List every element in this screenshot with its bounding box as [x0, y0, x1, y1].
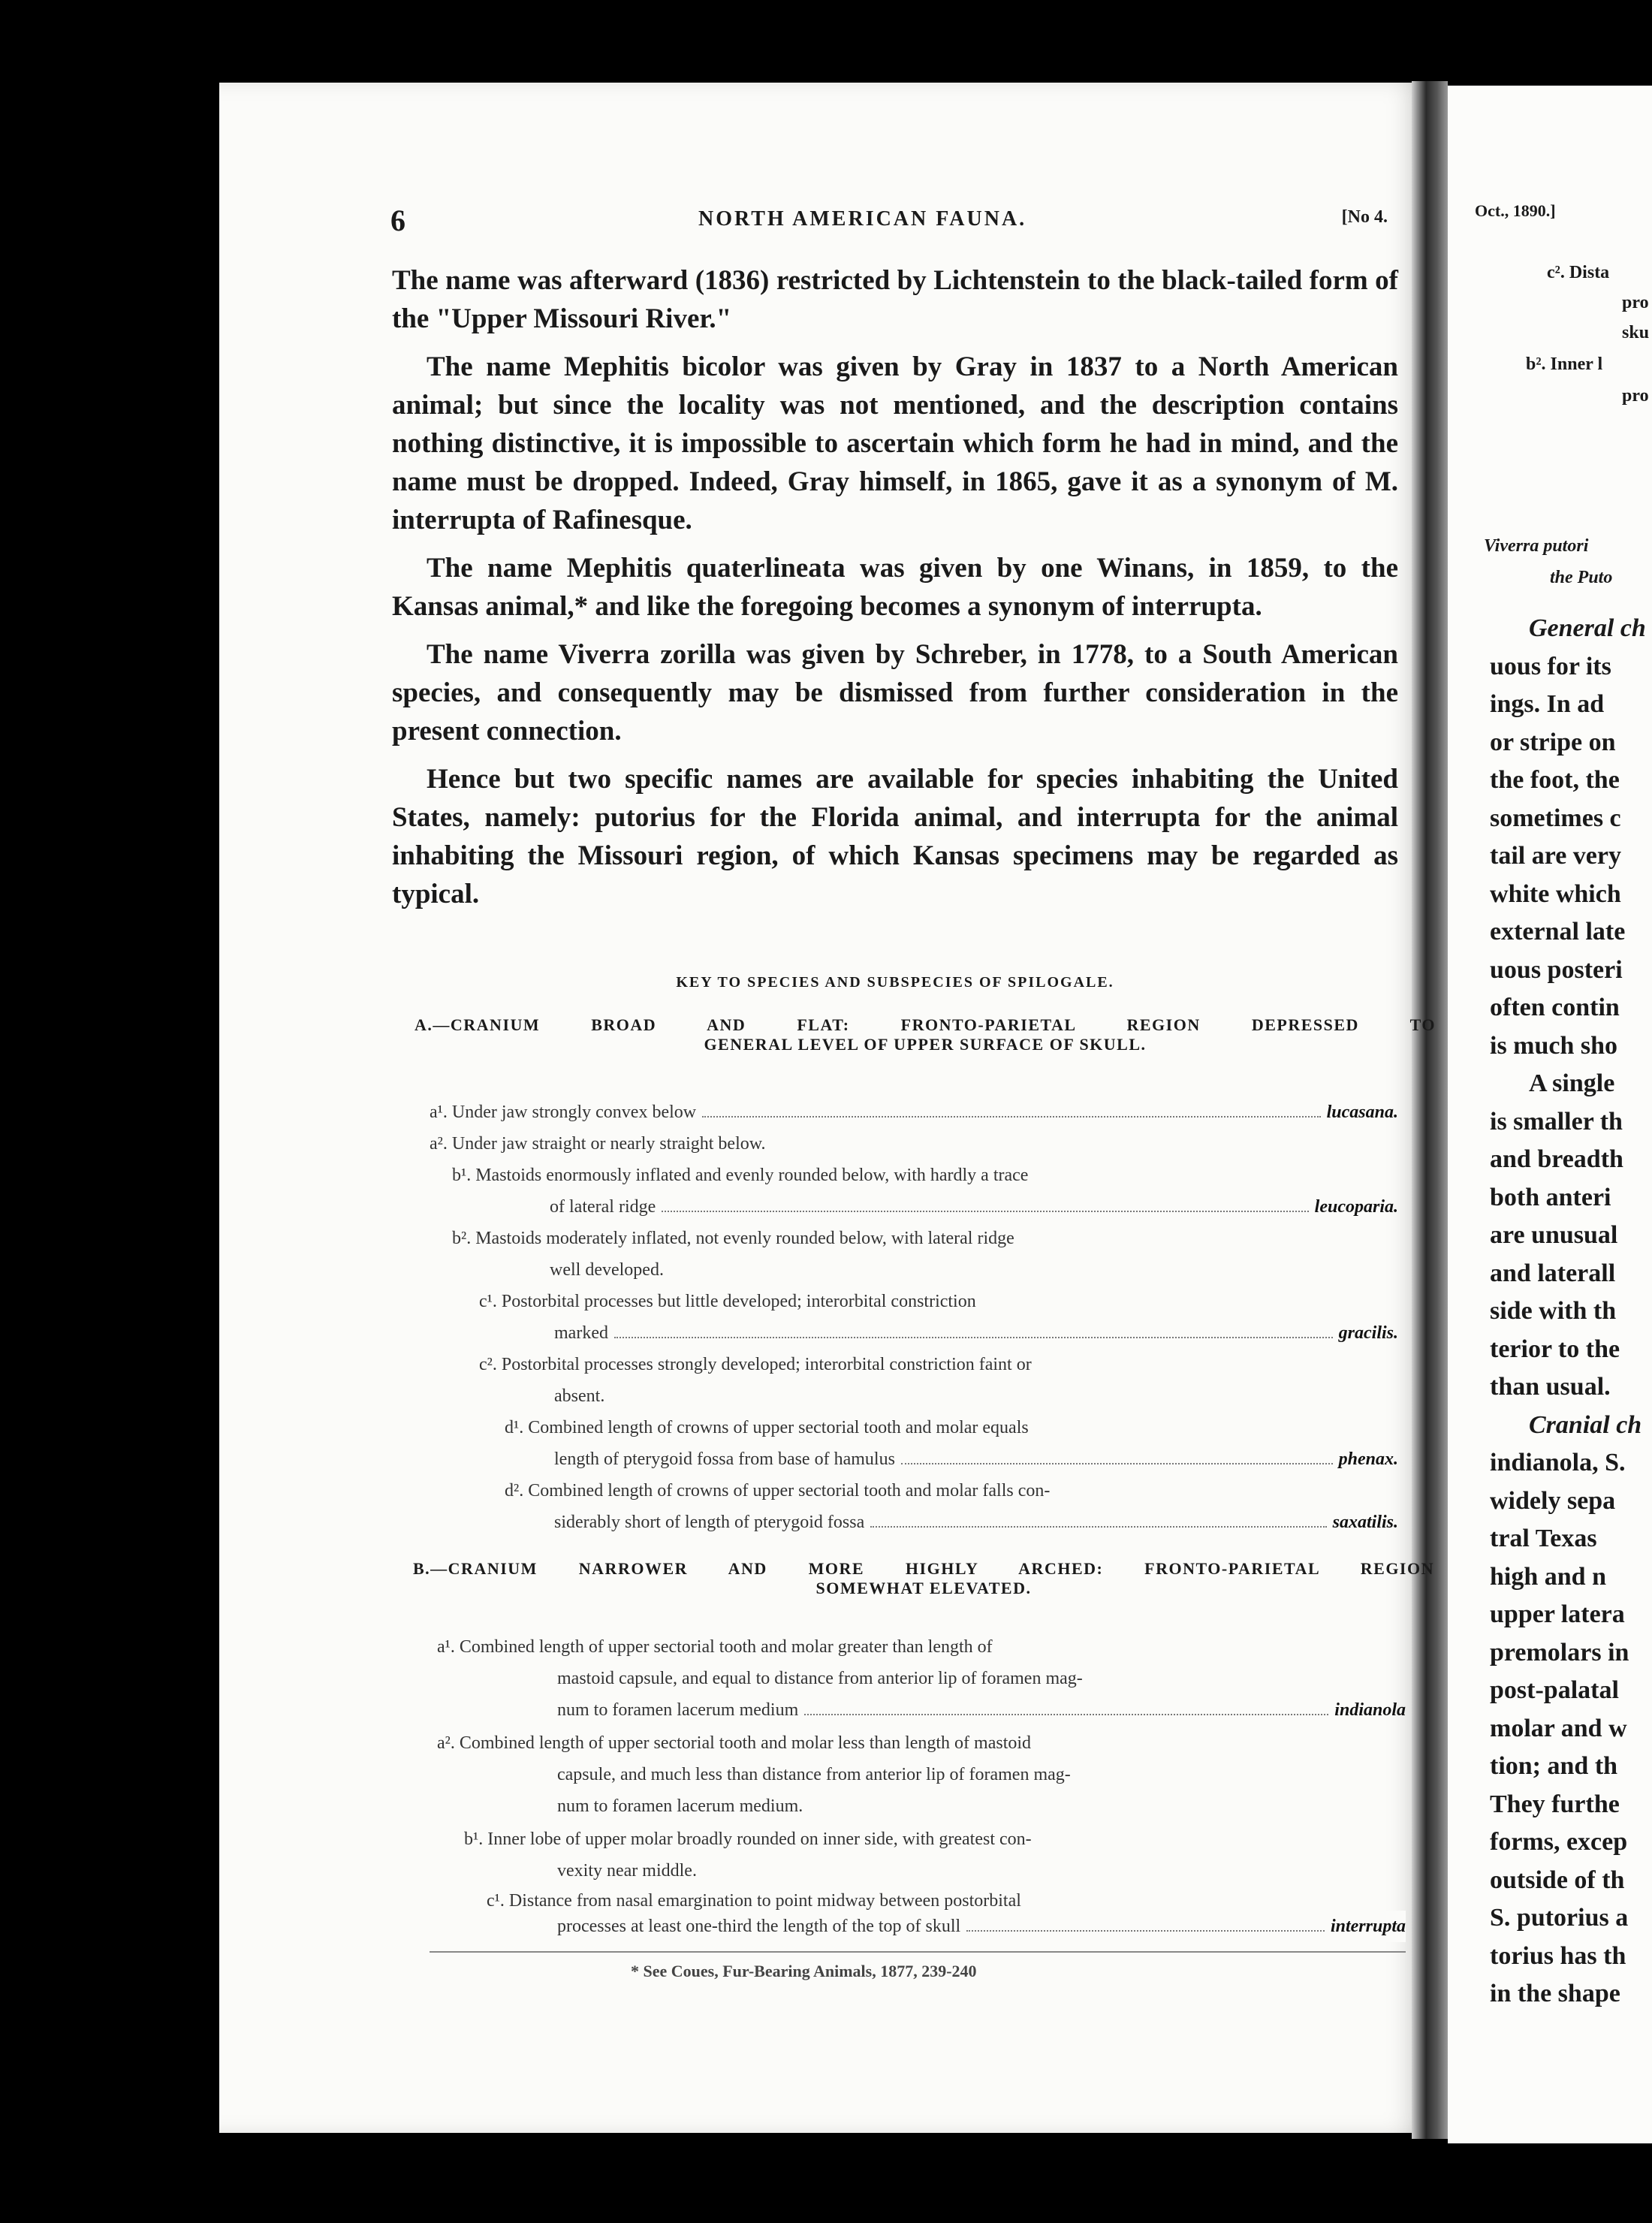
right-page-line: molar and w — [1490, 1714, 1627, 1742]
right-page-line: are unusual — [1490, 1221, 1618, 1249]
right-page-line: indianola, S. — [1490, 1449, 1626, 1476]
section-a-line1: A.—CRANIUM BROAD AND FLAT: FRONTO-PARIETAL REGION DEPRESSED TO — [415, 1015, 1436, 1034]
running-title: NORTH AMERICAN FAUNA. — [698, 207, 1027, 231]
right-page-line: side with th — [1490, 1297, 1617, 1325]
paragraph: The name Mephitis quaterlineata was given by one Winans, in 1859, to the Kansas animal,* and like the foregoing becomes a synonym of interrupta. — [392, 553, 1398, 622]
taxon-name: phenax. — [1338, 1449, 1398, 1469]
body-text — [392, 261, 1398, 923]
key-entry: d¹. Combined length of crowns of upper sectorial tooth and molar equals length of pterygoid fossa from base of hamulus phenax. — [505, 1412, 1398, 1475]
right-page-line: is much sho — [1490, 1031, 1618, 1060]
right-page-line: is smaller th — [1490, 1107, 1623, 1136]
key-entry: a¹. Under jaw strongly convex below lucasana. — [430, 1096, 1398, 1128]
right-page-line: both anteri — [1490, 1183, 1611, 1211]
right-page-line: outside of th — [1490, 1866, 1625, 1894]
taxon-name: lucasana. — [1326, 1102, 1398, 1122]
section-b-line2: SOMEWHAT ELEVATED. — [815, 1579, 1032, 1597]
right-caption: Viverra putori — [1484, 536, 1589, 556]
right-key-line: pro — [1622, 386, 1649, 406]
right-page-line: widely sepa — [1490, 1486, 1616, 1515]
right-page-line: post-palatal — [1490, 1676, 1619, 1704]
right-page-line: tail are very — [1490, 842, 1621, 870]
right-key-line: pro — [1622, 293, 1649, 312]
right-page-line: than usual. — [1490, 1373, 1611, 1401]
paragraph: The name was afterward (1836) restricted by Lichtenstein to the black-tailed form of the "Upper Missouri River." — [392, 265, 1398, 334]
section-a-line2: GENERAL LEVEL OF UPPER SURFACE OF SKULL. — [704, 1035, 1147, 1054]
right-key-line: c². Dista — [1547, 263, 1610, 282]
right-page-line: often contin — [1490, 994, 1620, 1021]
right-page-line: external late — [1490, 918, 1626, 946]
key-title: KEY TO SPECIES AND SUBSPECIES OF SPILOGALE. — [676, 974, 1114, 991]
key-entry: a². Combined length of upper sectorial tooth and molar less than length of mastoid capsule, and much less than distance from anterior lip of foramen mag- num to foramen lacerum medium. — [437, 1733, 1071, 1816]
right-page-line: torius has th — [1490, 1941, 1626, 1970]
taxon-name: indianola — [1334, 1700, 1406, 1720]
key-entry: b¹. Inner lobe of upper molar broadly rounded on inner side, with greatest con- vexity near middle. — [464, 1829, 1032, 1881]
key-entry: d². Combined length of crowns of upper sectorial tooth and molar falls con- siderably short of length of pterygoid fossa saxatilis. — [505, 1475, 1398, 1538]
paragraph: The name Viverra zorilla was given by Schreber, in 1778, to a South American species, and consequently may be dismissed from further consideration in the present connection. — [392, 639, 1398, 747]
right-page-line: the foot, the — [1490, 766, 1620, 794]
right-page-line: General ch — [1529, 614, 1646, 642]
issue-number: [No 4. — [1341, 207, 1388, 227]
key-entry: b². Mastoids moderately inflated, not evenly rounded below, with lateral ridge well developed. — [452, 1229, 1014, 1280]
taxon-name: interrupta — [1330, 1917, 1406, 1936]
right-page-line: uous for its — [1490, 652, 1611, 680]
right-page-line: tral Texas — [1490, 1525, 1597, 1552]
key-section-a-heading — [415, 1015, 1436, 1054]
right-page-line: premolars in — [1490, 1638, 1629, 1666]
key-entry: b¹. Mastoids enormously inflated and evenly rounded below, with hardly a trace of lateral ridge leucoparia. — [452, 1160, 1398, 1223]
right-page-line: in the shape — [1490, 1980, 1620, 2007]
right-page-line: S. putorius a — [1490, 1904, 1629, 1932]
right-page-line: ings. In ad — [1490, 690, 1605, 718]
section-b-line1: B.—CRANIUM NARROWER AND MORE HIGHLY ARCHED: FRONTO-PARIETAL REGION — [413, 1559, 1434, 1578]
right-page-line: upper latera — [1490, 1600, 1625, 1628]
right-page-line: high and n — [1490, 1562, 1606, 1591]
right-page-line: white which — [1490, 879, 1621, 908]
right-page-line: Cranial ch — [1529, 1410, 1642, 1439]
right-page-line: forms, excep — [1490, 1828, 1628, 1856]
book-gutter — [1412, 81, 1448, 2139]
taxon-name: gracilis. — [1338, 1323, 1398, 1343]
key-entry-continuation: processes at least one-third the length of the top of skull interrupta — [487, 1911, 1406, 1942]
page-number: 6 — [390, 204, 405, 237]
key-entry: c¹. Distance from nasal emargination to point midway between postorbital — [487, 1891, 1021, 1911]
right-page-date: Oct., 1890.] — [1475, 201, 1556, 220]
right-page-line: tion; and th — [1490, 1752, 1618, 1780]
right-page-line: and laterall — [1490, 1259, 1616, 1287]
key-entry: c¹. Postorbital processes but little developed; interorbital constriction marked gracilis. — [479, 1286, 1398, 1349]
taxon-name: saxatilis. — [1332, 1513, 1398, 1532]
right-page-line: terior to the — [1490, 1335, 1620, 1363]
key-entry: a². Under jaw straight or nearly straight below. — [430, 1134, 766, 1154]
footnote-rule — [430, 1951, 1406, 1953]
key-entry: a¹. Combined length of upper sectorial tooth and molar greater than length of mastoid capsule, and equal to distance from anterior lip of foramen mag- num to foramen lacerum medium indianola — [437, 1631, 1406, 1726]
key-section-b-heading — [413, 1559, 1434, 1598]
right-page-line: or stripe on — [1490, 728, 1616, 756]
right-key-line: b². Inner l — [1526, 354, 1603, 374]
right-key-line: sku — [1622, 323, 1650, 342]
paragraph: Hence but two specific names are available for species inhabiting the United States, namely: putorius for the Florida animal, and interrupta for the animal inhabiting the Missouri region, of which Kansas specimens may be regarded as typical. — [392, 764, 1398, 909]
taxon-name: leucoparia. — [1314, 1197, 1398, 1217]
right-page-line: They furthe — [1490, 1790, 1620, 1818]
paragraph: The name Mephitis bicolor was given by Gray in 1837 to a North American animal; but since the locality was not mentioned, and the description contains nothing distinctive, it is impossible to ascertain which form he had in mind, and the name must be dropped. Indeed, Gray himself, in 1865, gave it as a synonym of M. interrupta of Rafinesque. — [392, 351, 1398, 535]
footnote: * See Coues, Fur-Bearing Animals, 1877, 239-240 — [631, 1962, 977, 1980]
right-caption: the Puto — [1550, 568, 1613, 587]
page-header — [390, 203, 1397, 240]
right-page-line: uous posteri — [1490, 955, 1623, 984]
right-page-line: sometimes c — [1490, 804, 1621, 832]
key-entry: c². Postorbital processes strongly developed; interorbital constriction faint or absent. — [479, 1355, 1032, 1406]
right-page-line: A single — [1529, 1069, 1615, 1097]
right-page-line: and breadth — [1490, 1145, 1623, 1173]
